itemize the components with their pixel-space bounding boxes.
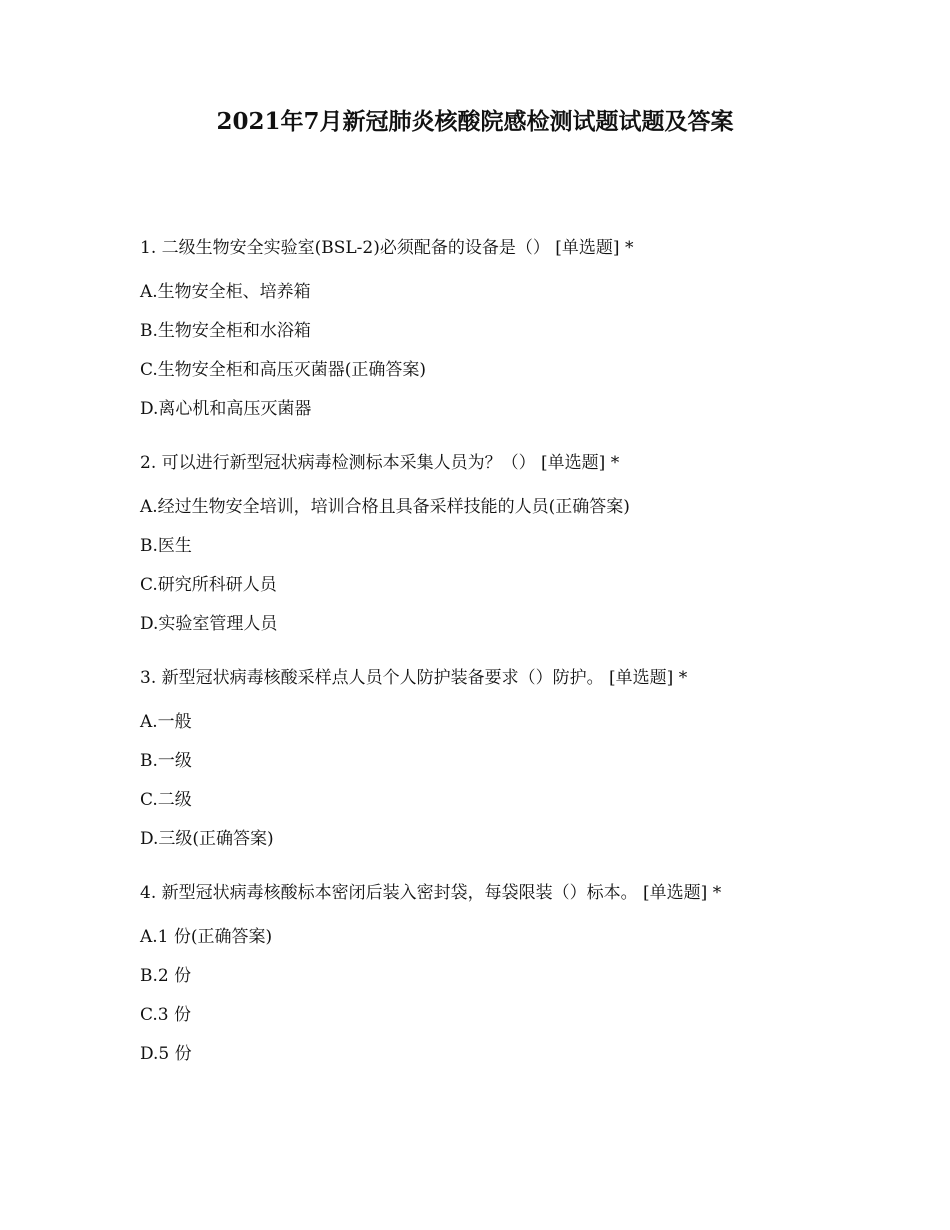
question-1-option-d: D.离心机和高压灭菌器	[140, 399, 312, 419]
page-title: 2021年7月新冠肺炎核酸院感检测试题试题及答案	[216, 108, 734, 135]
question-1-option-b: B.生物安全柜和水浴箱	[140, 321, 311, 341]
question-2-option-c: C.研究所科研人员	[140, 575, 277, 595]
question-4-option-a: A.1 份(正确答案)	[140, 927, 273, 947]
question-1-option-a: A.生物安全柜、培养箱	[140, 282, 311, 302]
question-2-option-b: B.医生	[140, 536, 192, 556]
question-3-option-b: B.一级	[140, 751, 192, 771]
question-4-option-c: C.3 份	[140, 1005, 192, 1025]
question-2-option-d: D.实验室管理人员	[140, 614, 278, 634]
question-3-option-a: A.一般	[140, 712, 192, 732]
question-4-option-b: B.2 份	[140, 966, 192, 986]
question-1-option-c: C.生物安全柜和高压灭菌器(正确答案)	[140, 360, 427, 380]
question-4-option-d: D.5 份	[140, 1044, 192, 1064]
question-2-option-a: A.经过生物安全培训，培训合格且具备采样技能的人员(正确答案)	[140, 497, 630, 517]
question-4-stem: 4. 新型冠状病毒核酸标本密闭后装入密封袋，每袋限装（）标本。 [单选题] *	[140, 883, 722, 903]
question-3-option-c: C.二级	[140, 790, 192, 810]
question-3-option-d: D.三级(正确答案)	[140, 829, 274, 849]
question-1-stem: 1. 二级生物安全实验室(BSL-2)必须配备的设备是（） [单选题] *	[140, 238, 634, 258]
question-2-stem: 2. 可以进行新型冠状病毒检测标本采集人员为？（） [单选题] *	[140, 453, 620, 473]
question-3-stem: 3. 新型冠状病毒核酸采样点人员个人防护装备要求（）防护。 [单选题] *	[140, 668, 688, 688]
